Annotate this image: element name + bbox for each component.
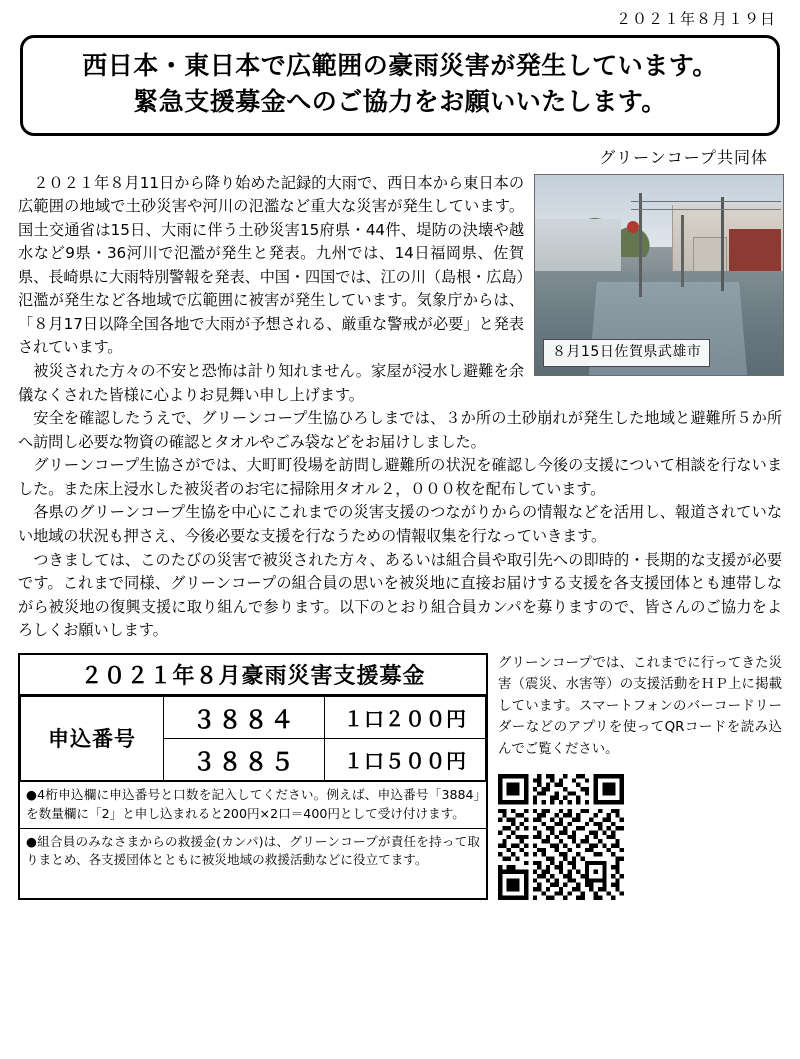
qr-code[interactable] [498, 774, 624, 900]
lower-section [18, 653, 782, 900]
table-row [21, 696, 486, 738]
body-paragraph-6: つきましては、このたびの災害で被災された方々、あるいは組合員や取引先への即時的・長期的な支援が必要です。これまで同様、グリーンコープの組合員の思いを被災地に直接お届けする支援を各支援団体とも連帯しながら被災地の復興支援に取り組んで参ります。以下のとおり組合員カンパを募りますので、皆さんのご協力をよろしくお願いします。 [18, 550, 782, 640]
photo-caption: ８月15日佐賀県武雄市 [543, 339, 710, 367]
donation-form-box [18, 653, 488, 900]
entry-number-label: 申込番号 [21, 696, 164, 780]
entry-number-value[interactable]: ３８８４ [164, 696, 325, 738]
photo-utility-pole [721, 197, 724, 291]
form-note-2: ●組合員のみなさまからの救援金(カンパ)は、グリーンコープが責任を持って取りまとめ、各支援団体とともに被災地域の救援活動などに役立てます。 [20, 828, 486, 875]
qr-code-image [498, 774, 624, 900]
body-text [18, 172, 782, 643]
photo-power-line [631, 201, 781, 202]
document-date: ２０２１年８月１９日 [615, 10, 776, 28]
photo-figure [534, 174, 782, 376]
side-note-text: グリーンコープでは、これまでに行ってきた災害（震災、水害等）の支援活動をＨＰ上に掲載しています。スマートフォンのバーコードリーダーなどのアプリを使ってQRコードを読み込んでご覧ください。 [498, 655, 782, 757]
body-paragraph-3: 安全を確認したうえで、グリーンコープ生協ひろしまでは、３か所の土砂崩れが発生した地域と避難所５か所へ訪問し必要な物資の確認とタオルやごみ袋などをお届けしました。 [18, 409, 782, 451]
photo-traffic-sign [627, 221, 639, 233]
entry-number-value[interactable]: ３８８５ [164, 738, 325, 780]
side-note-column [488, 653, 782, 900]
body-paragraph-5: 各県のグリーンコープ生協を中心にこれまでの災害支援のつながりからの情報などを活用し、報道されていない地域の状況も押さえ、今後必要な支援を行なうための情報収集を行なっていきます。 [18, 503, 782, 545]
flood-photo [534, 174, 784, 376]
headline-line-1: 西日本・東日本で広範囲の豪雨災害が発生しています。 [82, 51, 718, 80]
headline-line-2: 緊急支援募金へのご協力をお願いいたします。 [133, 87, 667, 117]
donation-form-title: ２０２１年８月豪雨災害支援募金 [20, 655, 486, 696]
photo-utility-pole [681, 215, 684, 287]
body-paragraph-2: 被災された方々の不安と恐怖は計り知れません。家屋が浸水し避難を余儀なくされた皆様に心よりお見舞い申し上げます。 [18, 362, 524, 404]
entry-amount-value: １口５００円 [325, 738, 486, 780]
form-note-1: ●4桁申込欄に申込番号と口数を記入してください。例えば、申込番号「3884」を数量欄に「2」と申し込まれると200円×2口＝400円として受け付けます。 [20, 781, 486, 828]
headline-box [20, 35, 780, 136]
body-paragraph-4: グリーンコープ生協さがでは、大町町役場を訪問し避難所の状況を確認し今後の支援について相談を行ないました。また床上浸水した被災者のお宅に掃除用タオル２，０００枚を配布しています。 [18, 456, 782, 498]
photo-power-line [631, 209, 781, 210]
entry-amount-value: １口２００円 [325, 696, 486, 738]
donation-entry-table [20, 696, 486, 781]
body-paragraph-1: ２０２１年８月11日から降り始めた記録的大雨で、西日本から東日本の広範囲の地域で土砂災害や河川の氾濫など重大な災害が発生しています。国土交通省は15日、大雨に伴う土砂災害15府県・44件、堤防の決壊や越水など9県・36河川で氾濫が発生と発表。九州では、14日福岡県、佐賀県、長崎県に大雨特別警報を発表、中国・四国では、江の川（島根・広島）氾濫が発生など各地域で広範囲に被害が発生しています。気象庁からは、「８月17日以降全国各地で大雨が予想される、厳重な警戒が必要」と発表されています。 [18, 173, 524, 357]
organization-name: グリーンコープ共同体 [599, 147, 768, 167]
